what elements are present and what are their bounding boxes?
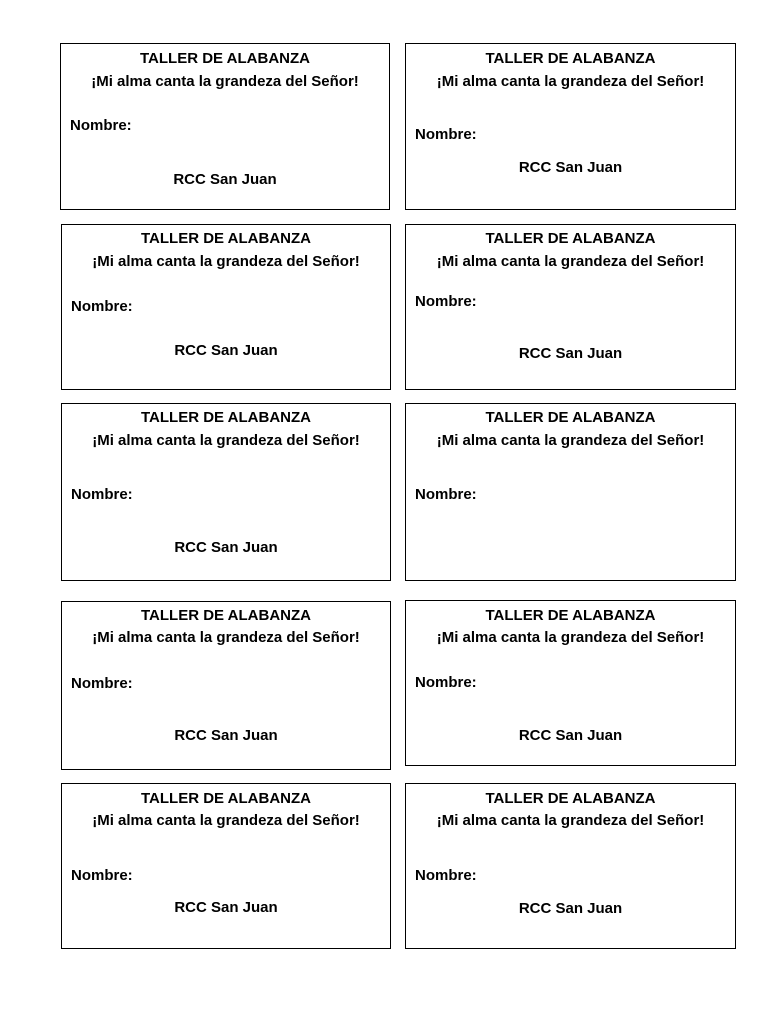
card-subtitle: ¡Mi alma canta la grandeza del Señor! [92,629,360,646]
card-subtitle: ¡Mi alma canta la grandeza del Señor! [92,812,360,829]
card-title: TALLER DE ALABANZA [485,50,656,67]
card-title: TALLER DE ALABANZA [140,50,310,67]
card-footer: RCC San Juan [173,171,277,188]
card-footer: RCC San Juan [518,727,623,744]
name-tag-card [405,224,736,390]
name-label: Nombre: [415,293,477,310]
name-label: Nombre: [415,867,477,884]
card-footer: RCC San Juan [174,342,278,359]
card-footer: RCC San Juan [518,345,623,362]
card-title: TALLER DE ALABANZA [485,607,656,624]
card-footer: RCC San Juan [518,159,623,176]
name-tag-card [405,783,736,949]
card-title: TALLER DE ALABANZA [485,230,656,247]
name-label: Nombre: [70,117,132,134]
card-footer: RCC San Juan [518,900,623,917]
name-label: Nombre: [415,486,477,503]
name-tag-card [405,600,736,766]
card-subtitle: ¡Mi alma canta la grandeza del Señor! [436,73,705,90]
card-title: TALLER DE ALABANZA [141,230,311,247]
card-subtitle: ¡Mi alma canta la grandeza del Señor! [92,253,360,270]
name-label: Nombre: [71,867,133,884]
card-subtitle: ¡Mi alma canta la grandeza del Señor! [92,432,360,449]
name-label: Nombre: [71,486,133,503]
name-tag-card [405,403,736,581]
name-tag-card [405,43,736,210]
name-tag-card [61,224,391,390]
name-label: Nombre: [71,298,133,315]
name-tag-card [60,43,390,210]
card-title: TALLER DE ALABANZA [485,790,656,807]
name-tag-card [61,601,391,770]
name-label: Nombre: [71,675,133,692]
card-title: TALLER DE ALABANZA [485,409,656,426]
card-footer: RCC San Juan [174,727,278,744]
card-subtitle: ¡Mi alma canta la grandeza del Señor! [436,253,705,270]
card-subtitle: ¡Mi alma canta la grandeza del Señor! [436,432,705,449]
card-subtitle: ¡Mi alma canta la grandeza del Señor! [436,812,705,829]
card-footer: RCC San Juan [174,539,278,556]
name-label: Nombre: [415,126,477,143]
card-subtitle: ¡Mi alma canta la grandeza del Señor! [436,629,705,646]
name-tag-card [61,783,391,949]
card-subtitle: ¡Mi alma canta la grandeza del Señor! [91,73,359,90]
name-label: Nombre: [415,674,477,691]
card-title: TALLER DE ALABANZA [141,607,311,624]
card-title: TALLER DE ALABANZA [141,409,311,426]
card-title: TALLER DE ALABANZA [141,790,311,807]
card-footer: RCC San Juan [174,899,278,916]
name-tag-card [61,403,391,581]
